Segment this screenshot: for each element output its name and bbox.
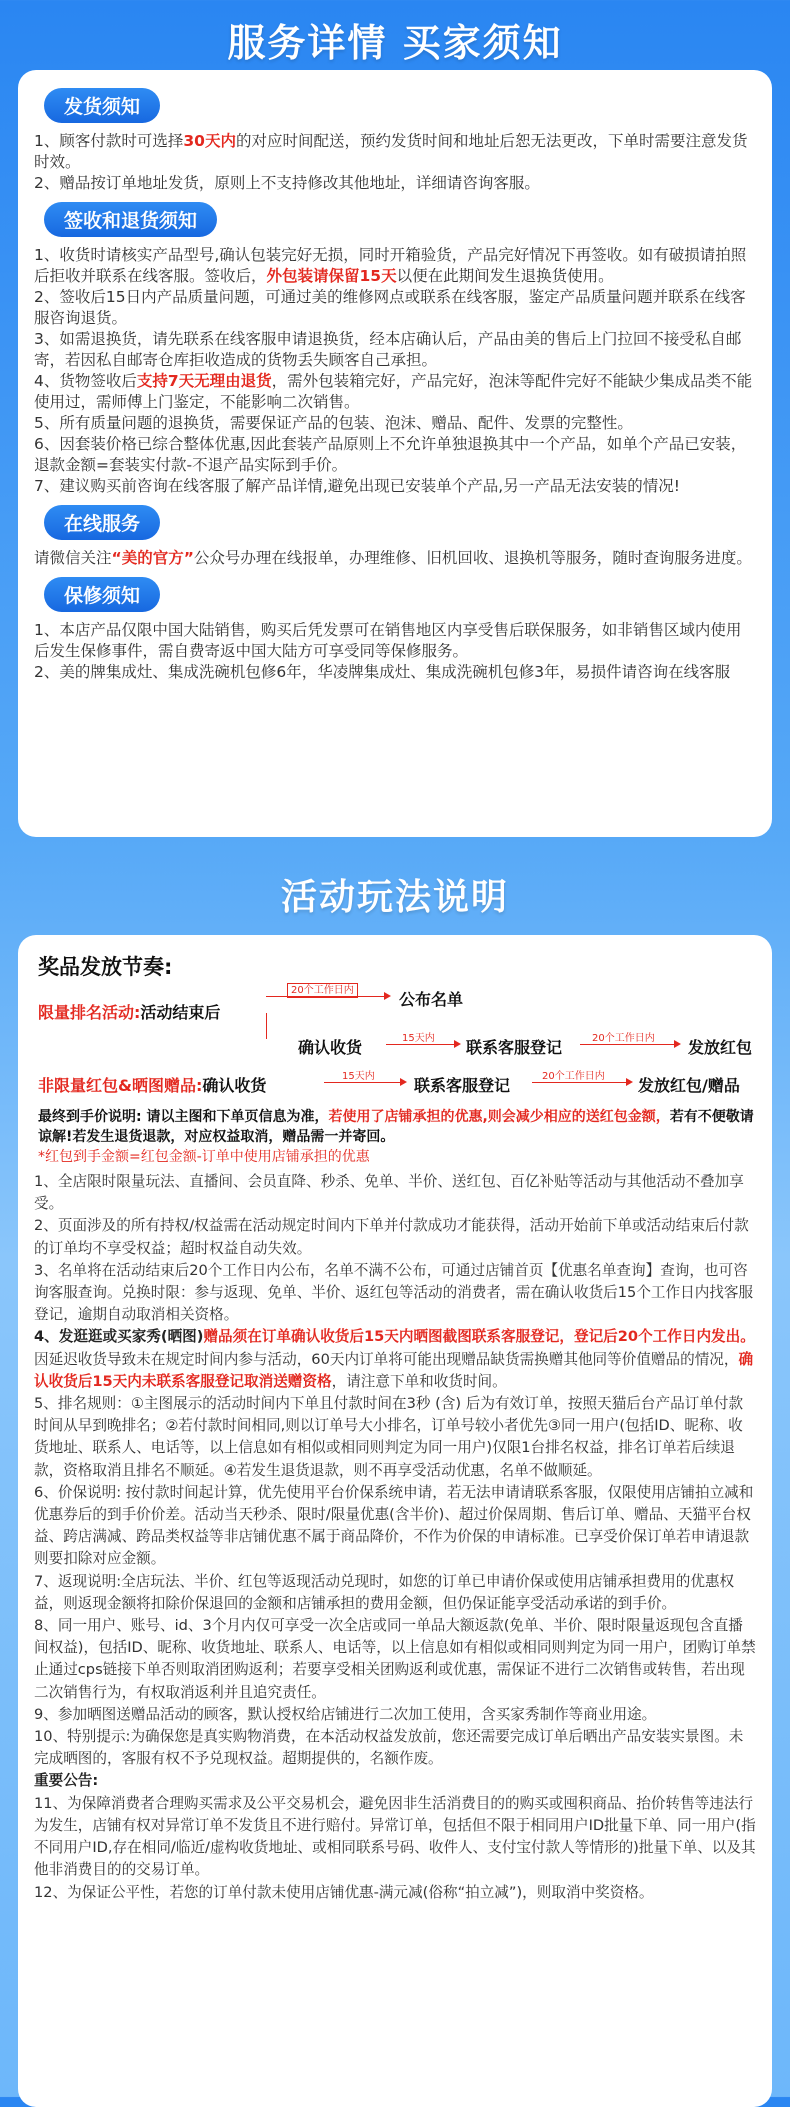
receipt-text: 1、收货时请核实产品型号,确认包装完好无损，同时开箱验货，产品完好情况下再签收。如有破损请拍照后拒收并联系在线客服。签收后，外包装请保留15天以便在此期间发生退换货使用。 2、签收后15日内产品质量问题，可通过美的维修网点或联系在线客服，鉴定产品质量问题并联系在线客服咨询退货。 3、如需退换货，请先联系在线客服申请退换货，经本店确认后，产品由美的售后上门拉回不接受私自邮寄，若因私自邮寄仓库拒收造成的货物丢失顾客自己承担。 4、货物签收后支持7天无理由退货，需外包装箱完好，产品完好，泡沫等配件完好不能缺少集成品类不能使用过，需师傅上门鉴定，不能影响二次销售。 5、所有质量问题的退换货，需要保证产品的包装、泡沫、赠品、配件、发票的完整性。 6、因套装价格已综合整体优惠,因此套装产品原则上不允许单独退换其中一个产品，如单个产品已安装，退款金额=套装实付款-不退产品实际到手价。 7、建议购买前咨询在线客服了解产品详情,避免出现已安装单个产品,另一产品无法安装的情况! bbox=[34, 246, 753, 495]
register-service-2: 联系客服登记 bbox=[414, 1076, 511, 1095]
send-redpacket: 发放红包 bbox=[688, 1038, 753, 1057]
prize-flow-diagram bbox=[34, 947, 756, 1171]
rank-activity-label: 限量排名活动:活动结束后 bbox=[38, 1003, 221, 1022]
register-service: 联系客服登记 bbox=[466, 1038, 563, 1057]
warranty-text: 1、本店产品仅限中国大陆销售，购买后凭发票可在销售地区内享受售后联保服务，如非销售区域内使用后发生保修事件，需自费寄返中国大陆方可享受同等保修服务。 2、美的牌集成灶、集成洗碗机包修6年，华凌牌集成灶、集成洗碗机包修3年，易损件请咨询在线客服 bbox=[34, 621, 742, 681]
page-title: 服务详情 买家须知 bbox=[227, 21, 563, 65]
service-card bbox=[18, 70, 772, 837]
days20c-tag: 20个工作日内 bbox=[542, 1071, 605, 1082]
online-heading: 在线服务 bbox=[44, 505, 160, 540]
rule-item: 2、页面涉及的所有持权/权益需在活动规定时间内下单并付款成功才能获得，活动开始前下单或活动结束后付款的订单均不享受权益；超时权益自动失效。 bbox=[34, 1217, 749, 1257]
nonrank-activity-label: 非限量红包&晒图赠品:确认收货 bbox=[38, 1076, 267, 1095]
rule-item: 5、排名规则：①主图展示的活动时间内下单且付款时间在3秒 (含) 后为有效订单，按照天猫后台产品订单付款时间从早到晚排名；②若付款时间相同,则以订单号大小排名，订单号较小者优先③同一用户(包括ID、昵称、收货地址、联系人、电话等，以上信息如有相似或相同则判定为同一用户)仅限1台排名权益，排名订单若后续退款，资格取消且排名不顺延。④若发生退货退款，则不再享受活动优惠，名单不做顺延。 bbox=[34, 1395, 744, 1479]
online-text: 请微信关注“美的官方”公众号办理在线报单，办理维修、旧机回收、退换机等服务，随时查询服务进度。 bbox=[34, 549, 752, 567]
shipping-heading: 发货须知 bbox=[44, 88, 160, 123]
receipt-heading: 签收和退货须知 bbox=[44, 202, 217, 237]
rule-item: 6、价保说明: 按付款时间起计算，优先使用平台价保系统申请，若无法申请请联系客服，仅限使用店铺拍立减和优惠券后的到手价价差。活动当天秒杀、限时/限量优惠(含半价)、超过价保周期、售后订单、赠品、天猫平台权益、跨店满减、跨品类权益等非店铺优惠不属于商品降价，不作为价保的申请标准。已享受价保订单若申请退款则要扣除对应金额。 bbox=[34, 1483, 754, 1568]
confirm-receipt: 确认收货 bbox=[298, 1038, 363, 1057]
activity-card bbox=[18, 935, 772, 2107]
rule-item: 3、名单将在活动结束后20个工作日内公布，名单不满不公布，可通过店铺首页【优惠名单查询】查询，也可咨询客服查询。兑换时限：参与返现、免单、半价、返红包等活动的消费者，需在确认收货后15个工作日内找客服登记，逾期自动取消相关资格。 bbox=[34, 1261, 754, 1324]
days15b-tag: 15天内 bbox=[342, 1071, 375, 1082]
prize-title: 奖品发放节奏: bbox=[38, 955, 173, 979]
rule-item: 1、全店限时限量玩法、直播间、会员直降、秒杀、免单、半价、送红包、百亿补贴等活动与其他活动不叠加享受。 bbox=[34, 1173, 744, 1213]
rule-item: 10、特别提示:为确保您是真实购物消费，在本活动权益发放前，您还需要完成订单后晒出产品安装实景图。未完成晒图的，客服有权不予兑现权益。超期提供的，名额作废。 bbox=[34, 1728, 744, 1768]
days20b-tag: 20个工作日内 bbox=[592, 1033, 655, 1044]
final-price-note: 最终到手价说明: 请以主图和下单页信息为准，若使用了店铺承担的优惠,则会减少相应的送红包金额，若有不便敬请谅解!若发生退货退款，对应权益取消，赠品需一并寄回。 *红包到手金额=红包金额-订单中使用店铺承担的优惠 bbox=[38, 1109, 754, 1165]
important-heading: 重要公告: bbox=[34, 1772, 99, 1790]
days15-tag: 15天内 bbox=[402, 1033, 435, 1044]
warranty-heading: 保修须知 bbox=[44, 577, 160, 612]
send-redpacket-gift: 发放红包/赠品 bbox=[638, 1076, 740, 1095]
activity-title: 活动玩法说明 bbox=[280, 877, 509, 918]
rule-item: 7、返现说明:全店玩法、半价、红包等返现活动兑现时，如您的订单已申请价保或使用店铺承担费用的优惠权益，则返现金额将扣除价保退回的金额和店铺承担的费用金额，但仍保证能享受活动承诺的到手价。 bbox=[34, 1572, 735, 1612]
rule-item: 4、发逛逛或买家秀(晒图)赠品须在订单确认收货后15天内晒图截图联系客服登记，登记后20个工作日内发出。因延迟收货导致未在规定时间内参与活动，60天内订单将可能出现赠品缺货需换赠其他同等价值赠品的情况，确认收货后15天内未联系客服登记取消送赠资格，请注意下单和收货时间。 bbox=[34, 1328, 755, 1390]
publish-list: 公布名单 bbox=[399, 990, 464, 1009]
rule-item: 8、同一用户、账号、id、3个月内仅可享受一次全店或同一单品大额返款(免单、半价、限时限量返现包含直播间权益)，包括ID、昵称、收货地址、联系人、电话等，以上信息如有相似或相同则判定为同一用户，团购订单禁止通过cps链接下单否则取消团购返利；若要享受相关团购返利或优惠，需保证不进行二次销售或转售，若出现二次销售行为，有权取消返利并且追究责任。 bbox=[34, 1617, 756, 1701]
days20-tag: 20个工作日内 bbox=[287, 983, 358, 998]
rule-item: 12、为保证公平性，若您的订单付款未使用店铺优惠-满元减(俗称“拍立减”)，则取消中奖资格。 bbox=[34, 1883, 654, 1901]
rule-item: 11、为保障消费者合理购买需求及公平交易机会，避免因非生活消费目的的购买或囤积商品、抬价转售等违法行为发生，店铺有权对异常订单不发货且不进行赔付。异常订单，包括但不限于相同用户ID批量下单、同一用户(指不同用户ID,存在相同/临近/虚构收货地址、或相同联系号码、收件人、支付宝付款人等情形的)批量下单、以及其他非消费目的的交易订单。 bbox=[34, 1794, 756, 1879]
shipping-text: 1、顾客付款时可选择30天内的对应时间配送，预约发货时间和地址后恕无法更改，下单时需要注意发货时效。 2、赠品按订单地址发货，原则上不支持修改其他地址，详细请咨询客服。 bbox=[34, 132, 748, 192]
rule-item: 9、参加晒图送赠品活动的顾客，默认授权给店铺进行二次加工使用，含买家秀制作等商业用途。 bbox=[34, 1705, 657, 1723]
activity-rules bbox=[34, 1171, 756, 1904]
